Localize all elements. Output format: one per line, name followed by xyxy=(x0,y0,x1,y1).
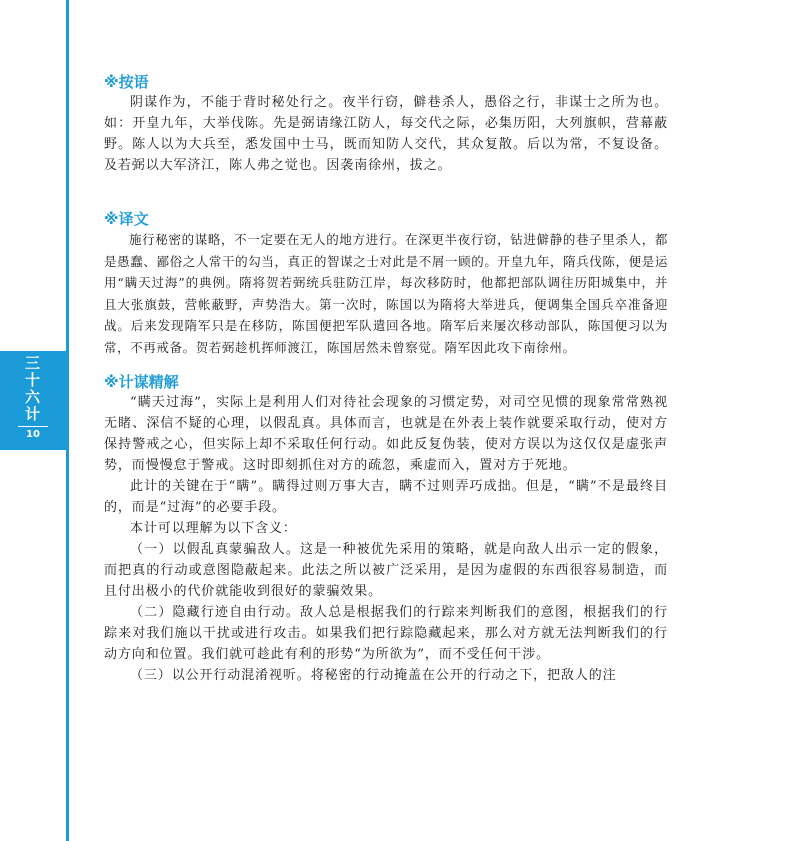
analysis-paragraph: 此计的关键在于“瞒”。瞒得过则万事大吉，瞒不过则弄巧成拙。但是，“瞒”不是最终目的，而是“过海”的必要手段。 xyxy=(104,479,668,515)
analysis-paragraph: “瞒天过海”，实际上是利用人们对待社会现象的习惯定势，对司空见惯的现象常常熟视无睹、深信不疑的心理，以假乱真。具体而言，也就是在外表上装作就要采取行动，使对方保持警戒之心，但实际上却不采取任何行动。如此反复伪装，使对方误以为这仅仅是虚张声势，而慢慢怠于警戒。这时即刻抓住对方的疏忽，乘虚而入，置对方于死地。 xyxy=(104,395,668,473)
side-tab-title: 三十六计 xyxy=(24,354,41,423)
notes-paragraph: 阴谋作为，不能于背时秘处行之。夜半行窃，僻巷杀人，愚俗之行，非谋士之所为也。如：开皇九年，大举伐陈。先是弼请缘江防人，每交代之际，必集历阳，大列旗帜，营幕蔽野。陈人以为大兵至，悉发国中士马，既而知防人交代，其众复散。后以为常，不复设备。及若弼以大军济江，陈人弗之觉也。因袭南徐州，拔之。 xyxy=(104,95,668,173)
analysis-paragraph: （二）隐藏行迹自由行动。敌人总是根据我们的行踪来判断我们的意图，根据我们的行踪来对我们施以干扰或进行攻击。如果我们把行踪隐藏起来，那么对方就无法判断我们的行动方向和位置。我们就可趁此有利的形势“为所欲为”，而不受任何干涉。 xyxy=(104,605,668,662)
section-heading-translation: ※译文 xyxy=(104,210,149,228)
page-number: 10 xyxy=(26,429,40,440)
translation-paragraph: 施行秘密的谋略，不一定要在无人的地方进行。在深更半夜行窃，钻进僻静的巷子里杀人，都是愚蠢、鄙俗之人常干的勾当，真正的智谋之士对此是不屑一顾的。开皇九年，隋兵伐陈，便是运用“瞒天过海”的典例。隋将贺若弼统兵驻防江岸，每次移防时，他都把部队调往历阳城集中，并且大张旗鼓，营帐蔽野，声势浩大。第一次时，陈国以为隋将大举进兵，便调集全国兵卒准备迎战。后来发现隋军只是在移防，陈国便把军队遣回各地。隋军后来屡次移动部队，陈国便习以为常，不再戒备。贺若弼趁机挥师渡江，陈国居然未曾察觉。隋军因此攻下南徐州。 xyxy=(104,232,668,355)
spacer xyxy=(104,358,668,372)
side-chapter-tab xyxy=(0,351,66,450)
analysis-paragraph: （三）以公开行动混淆视听。将秘密的行动掩盖在公开的行动之下，把敌人的注 xyxy=(130,668,617,683)
side-tab-divider xyxy=(18,426,48,427)
spacer xyxy=(104,176,668,209)
page-content xyxy=(104,72,668,686)
analysis-paragraph: 本计可以理解为以下含义： xyxy=(130,521,297,536)
section-heading-notes: ※按语 xyxy=(104,73,149,91)
vertical-rule xyxy=(66,0,69,841)
section-heading-analysis: ※计谋精解 xyxy=(104,373,179,391)
analysis-paragraph: （一）以假乱真蒙骗敌人。这是一种被优先采用的策略，就是向敌人出示一定的假象，而把真的行动或意图隐蔽起来。此法之所以被广泛采用，是因为虚假的东西很容易制造，而且付出极小的代价就能收到很好的蒙骗效果。 xyxy=(104,542,668,599)
